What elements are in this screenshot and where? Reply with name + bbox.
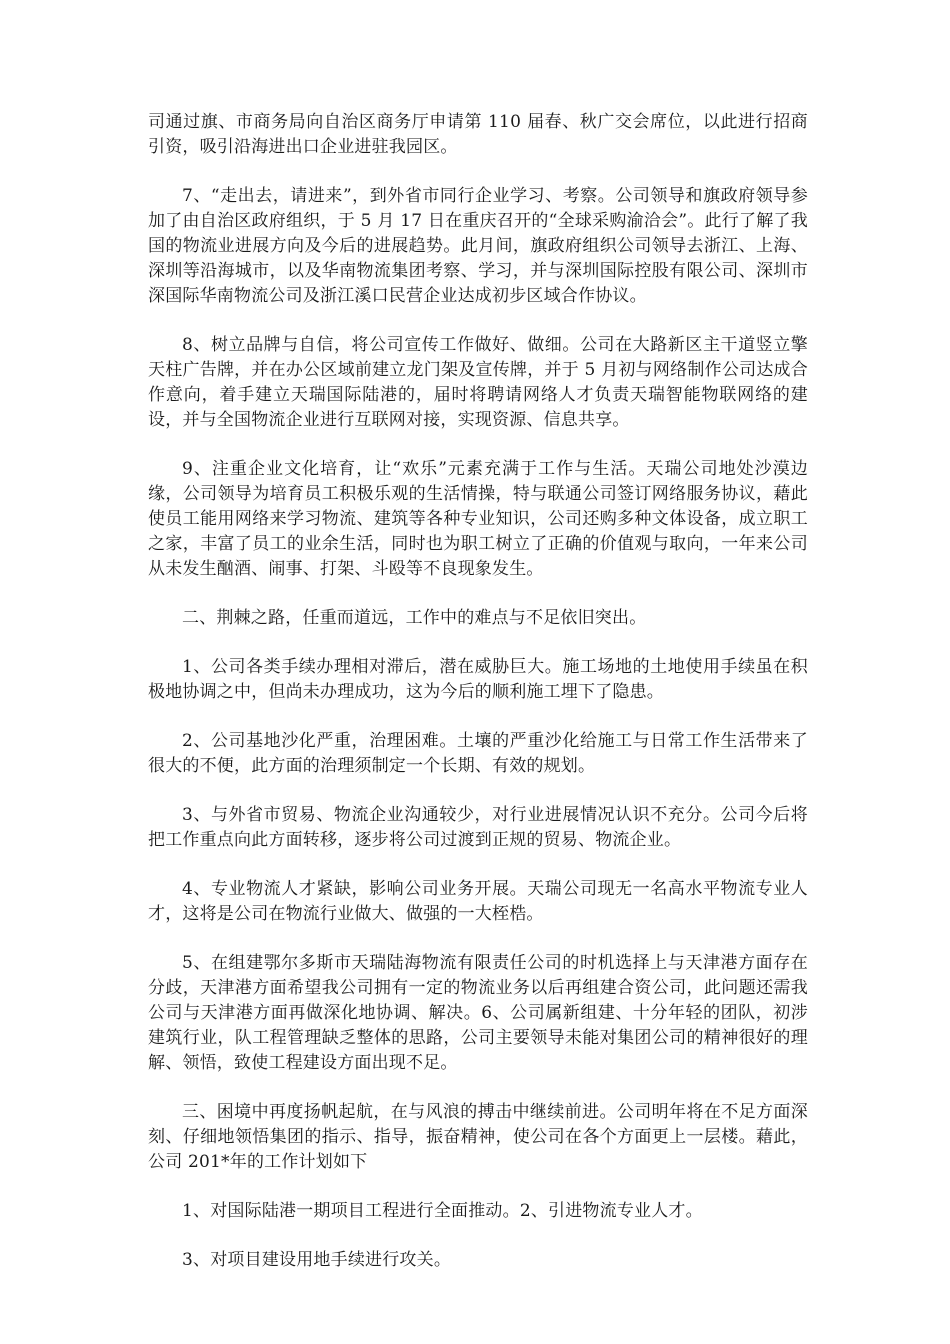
paragraph-difficulty-3: 3、与外省市贸易、物流企业沟通较少，对行业进展情况认识不充分。公司今后将把工作重点向此方面转移，逐步将公司过渡到正规的贸易、物流企业。	[148, 805, 808, 850]
paragraph-difficulty-1: 1、公司各类手续办理相对滞后，潜在威胁巨大。施工场地的土地使用手续虽在积极地协调之中，但尚未办理成功，这为今后的顺利施工埋下了隐患。	[148, 657, 808, 702]
plan-item-3: 3、对项目建设用地手续进行攻关。	[182, 1250, 452, 1270]
paragraph-difficulty-4: 4、专业物流人才紧缺，影响公司业务开展。天瑞公司现无一名高水平物流专业人才，这将是公司在物流行业做大、做强的一大桎梏。	[148, 879, 808, 924]
plan-items-1-2: 1、对国际陆港一期项目工程进行全面推动。2、引进物流专业人才。	[182, 1201, 703, 1221]
paragraph-item-9: 9、注重企业文化培育，让“欢乐”元素充满于工作与生活。天瑞公司地处沙漠边缘，公司领导为培育员工积极乐观的生活情操，特与联通公司签订网络服务协议，藉此使员工能用网络来学习物流、建筑等各种专业知识，公司还购多种文体设备，成立职工之家，丰富了员工的业余生活，同时也为职工树立了正确的价值观与取向，一年来公司从未发生酗酒、闹事、打架、斗殴等不良现象发生。	[148, 459, 808, 579]
section-heading-2: 二、荆棘之路，任重而道远，工作中的难点与不足依旧突出。	[182, 608, 647, 628]
document-body	[148, 110, 808, 1297]
section-heading-3: 三、困境中再度扬帆起航，在与风浪的搏击中继续前进。公司明年将在不足方面深刻、仔细地领悟集团的指示、指导，振奋精神，使公司在各个方面更上一层楼。藉此，公司 201*年的工作计划如下	[148, 1102, 808, 1172]
paragraph-difficulty-2: 2、公司基地沙化严重，治理困难。土壤的严重沙化给施工与日常工作生活带来了很大的不便，此方面的治理须制定一个长期、有效的规划。	[148, 731, 808, 776]
paragraph-continuation: 司通过旗、市商务局向自治区商务厅申请第 110 届春、秋广交会席位，以此进行招商引资，吸引沿海进出口企业进驻我园区。	[148, 112, 808, 157]
paragraph-item-7: 7、“走出去，请进来”，到外省市同行企业学习、考察。公司领导和旗政府领导参加了由自治区政府组织，于 5 月 17 日在重庆召开的“全球采购渝洽会”。此行了解了我国的物流业进展方向及今后的进展趋势。此月间，旗政府组织公司领导去浙江、上海、深圳等沿海城市，以及华南物流集团考察、学习，并与深圳国际控股有限公司、深圳市深国际华南物流公司及浙江溪口民营企业达成初步区域合作协议。	[148, 186, 808, 306]
paragraph-item-8: 8、树立品牌与自信，将公司宣传工作做好、做细。公司在大路新区主干道竖立擎天柱广告牌，并在办公区域前建立龙门架及宣传牌，并于 5 月初与网络制作公司达成合作意向，着手建立天瑞国际陆港的，届时将聘请网络人才负责天瑞智能物联网络的建设，并与全国物流企业进行互联网对接，实现资源、信息共享。	[148, 335, 808, 430]
paragraph-difficulty-5-6: 5、在组建鄂尔多斯市天瑞陆海物流有限责任公司的时机选择上与天津港方面存在分歧，天津港方面希望我公司拥有一定的物流业务以后再组建合资公司，此问题还需我公司与天津港方面再做深化地协调、解决。6、公司属新组建、十分年轻的团队，初涉建筑行业，队工程管理缺乏整体的思路，公司主要领导未能对集团公司的精神很好的理解、领悟，致使工程建设方面出现不足。	[148, 953, 808, 1073]
